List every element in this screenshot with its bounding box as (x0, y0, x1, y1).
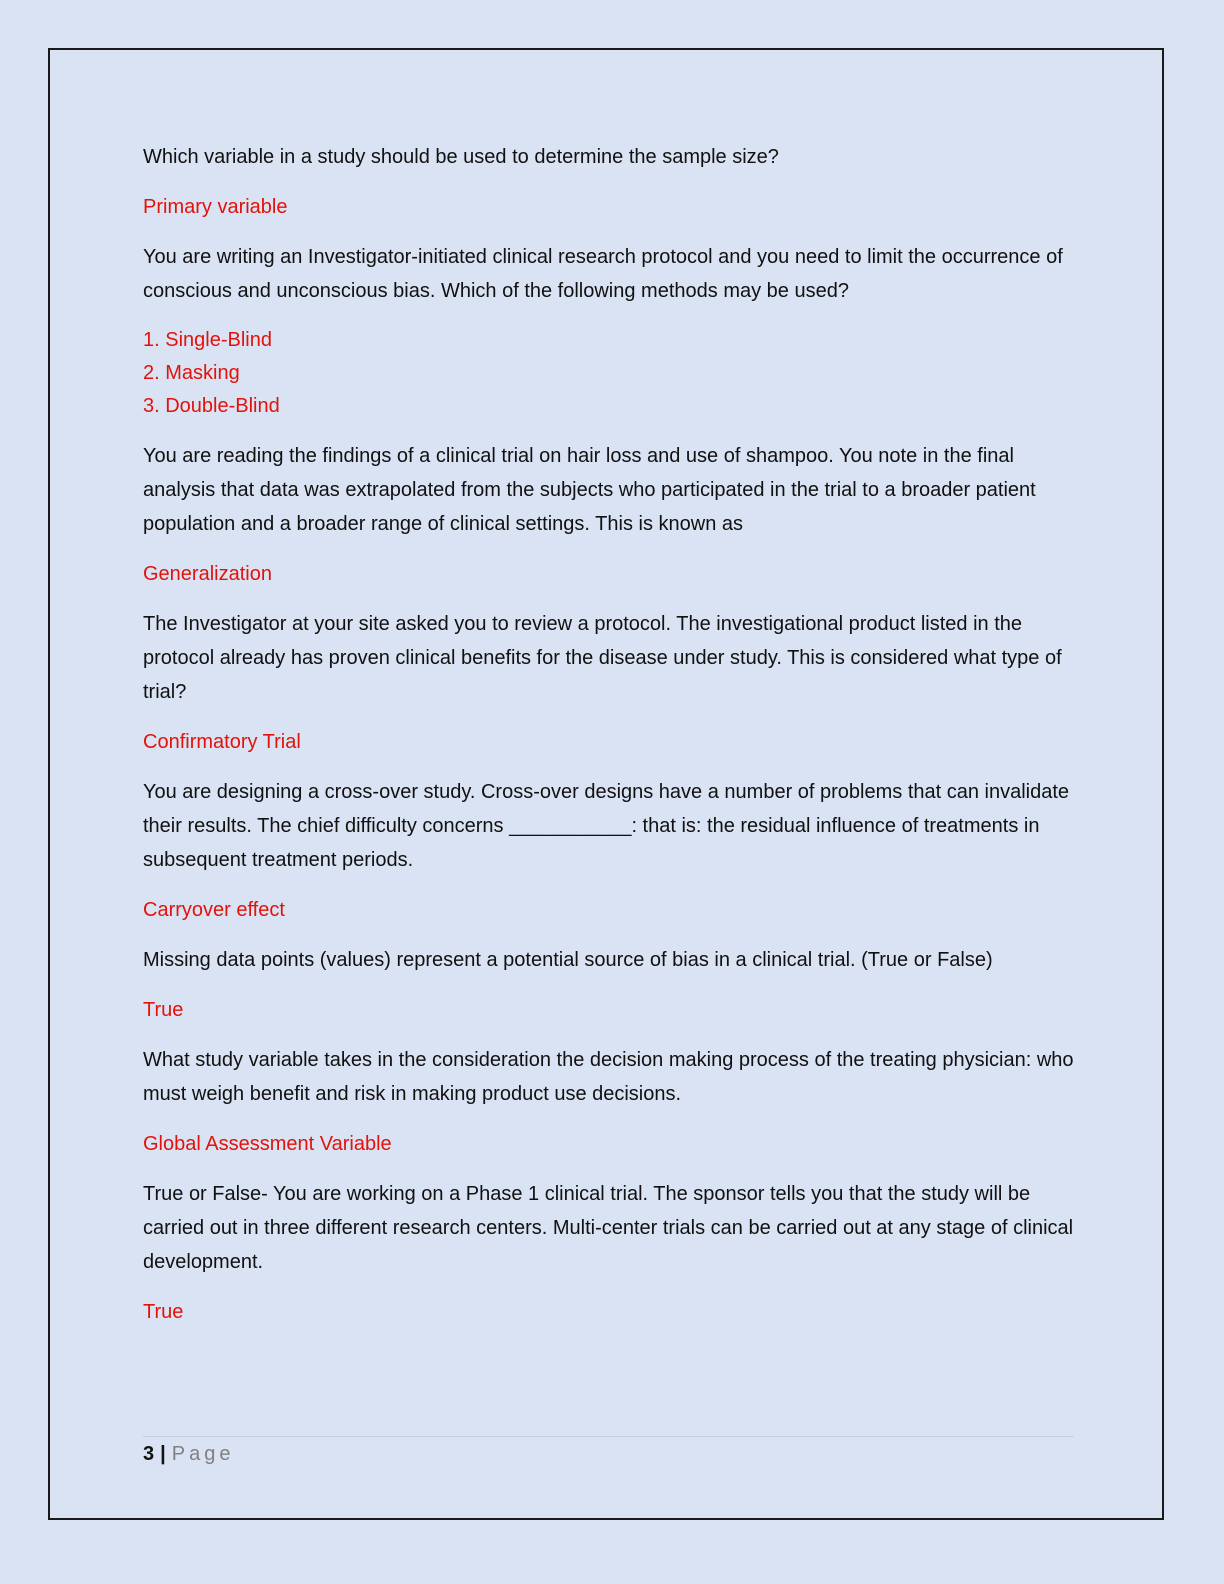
footer-separator: | (160, 1443, 166, 1465)
answer-2-list (143, 324, 1078, 423)
answer-4: Confirmatory Trial (143, 731, 301, 753)
answer-2-item: 1. Single-Blind (143, 329, 272, 351)
question-6: Missing data points (values) represent a potential source of bias in a clinical trial. (True or False) (143, 949, 993, 971)
document-body (143, 140, 1078, 1345)
question-2: You are writing an Investigator-initiated clinical research protocol and you need to limit the occurrence of conscious and unconscious bias. Which of the following methods may be used? (143, 246, 1063, 302)
answer-2-item: 2. Masking (143, 362, 240, 384)
question-7: What study variable takes in the consideration the decision making process of the treating physician: who must weigh benefit and risk in making product use decisions. (143, 1049, 1074, 1105)
answer-2-item: 3. Double-Blind (143, 395, 280, 417)
question-3: You are reading the findings of a clinical trial on hair loss and use of shampoo. You note in the final analysis that data was extrapolated from the subjects who participated in the trial to a broader patient population and a broader range of clinical settings. This is known as (143, 445, 1036, 535)
page-number: 3 (143, 1443, 155, 1465)
question-4: The Investigator at your site asked you to review a protocol. The investigational product listed in the protocol already has proven clinical benefits for the disease under study. This is considered what type of trial? (143, 613, 1062, 703)
page-footer (143, 1440, 234, 1468)
answer-1: Primary variable (143, 196, 288, 218)
answer-5: Carryover effect (143, 899, 285, 921)
question-1: Which variable in a study should be used to determine the sample size? (143, 146, 779, 168)
answer-7: Global Assessment Variable (143, 1133, 392, 1155)
answer-8: True (143, 1301, 184, 1323)
footer-divider (143, 1436, 1074, 1437)
page-label: Page (171, 1443, 235, 1465)
answer-6: True (143, 999, 184, 1021)
question-5: You are designing a cross-over study. Cross-over designs have a number of problems that can invalidate their results. The chief difficulty concerns ___________: that is: the residual influence of treatments in subsequent treatment periods. (143, 781, 1070, 871)
answer-3: Generalization (143, 563, 272, 585)
question-8: True or False- You are working on a Phase 1 clinical trial. The sponsor tells you that the study will be carried out in three different research centers. Multi-center trials can be carried out at any stage of clinical development. (143, 1183, 1074, 1273)
